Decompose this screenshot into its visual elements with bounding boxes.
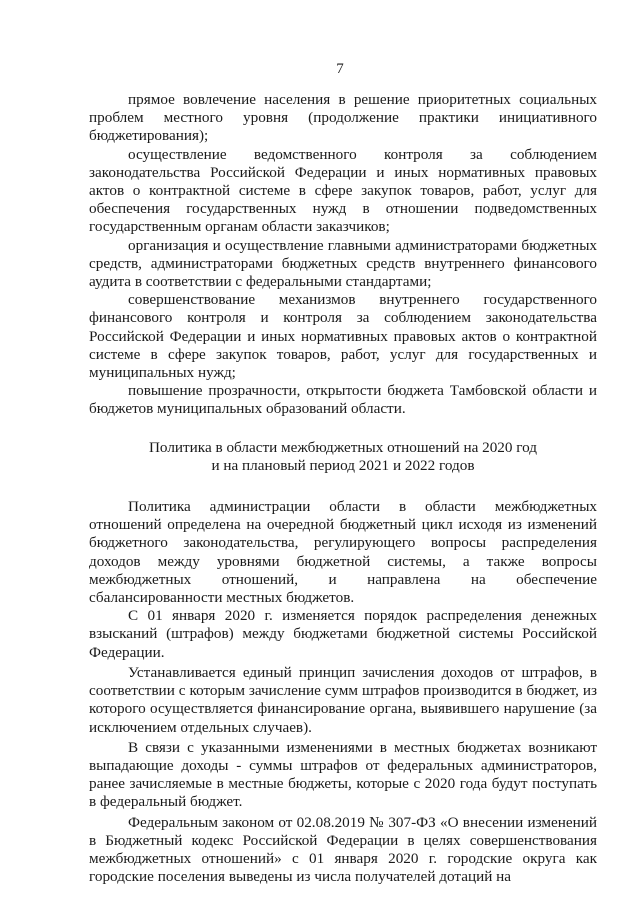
section-heading-line-2: и на плановый период 2021 и 2022 годов <box>211 456 475 474</box>
section-heading <box>89 439 597 475</box>
list-item-4: совершенствование механизмов внутреннего государственного финансового контроля и контроля за соблюдением законодательства Российской Федерации и иных нормативных правовых актов о контрактной системе в сфере закупок товаров, работ, услуг для государственных и муниципальных нужд; <box>89 291 597 382</box>
section-paragraph-4: В связи с указанными изменениями в местных бюджетах возникают выпадающие доходы - суммы штрафов от федеральных администраторов, ранее зачисляемые в местные бюджеты, которые с 2020 года будут поступать в федеральный бюджет. <box>89 738 597 811</box>
section-paragraph-3: Устанавливается единый принцип зачисления доходов от штрафов, в соответствии с которым зачисление сумм штрафов производится в бюджет, из которого осуществляется финансирование органа, выявившего нарушение (за исключением отдельных случаев). <box>89 663 597 736</box>
list-item-2: осуществление ведомственного контроля за соблюдением законодательства Российской Федерации и иных нормативных правовых актов о контрактной системе в сфере закупок товаров, работ, услуг для обеспечения государственных нужд в отношении подведомственных государственным органам области заказчиков; <box>89 145 597 236</box>
section-paragraph-1: Политика администрации области в области межбюджетных отношений определена на очередной бюджетный цикл исходя из изменений бюджетного законодательства, регулирующего вопросы распределения доходов между уровнями бюджетной системы, а также вопросы межбюджетных отношений, и направлена на обеспечение сбалансированности местных бюджетов. <box>89 498 597 607</box>
page-body <box>89 91 597 886</box>
list-item-5: повышение прозрачности, открытости бюджета Тамбовской области и бюджетов муниципальных образований области. <box>89 382 597 418</box>
section-paragraph-5: Федеральным законом от 02.08.2019 № 307-ФЗ «О внесении изменений в Бюджетный кодекс Российской Федерации в целях совершенствования межбюджетных отношений» с 01 января 2020 г. городские округа как городские поселения выведены из числа получателей дотаций на <box>89 813 597 886</box>
section-paragraph-2: С 01 января 2020 г. изменяется порядок распределения денежных взысканий (штрафов) между бюджетами бюджетной системы Российской Федерации. <box>89 607 597 661</box>
page-number: 7 <box>336 61 344 77</box>
list-item-1: прямое вовлечение населения в решение приоритетных социальных проблем местного уровня (продолжение практики инициативного бюджетирования); <box>89 91 597 145</box>
list-item-3: организация и осуществление главными администраторами бюджетных средств, администраторами бюджетных средств внутреннего финансового аудита в соответствии с федеральными стандартами; <box>89 236 597 291</box>
section-heading-line-1: Политика в области межбюджетных отношений на 2020 год <box>148 438 538 456</box>
